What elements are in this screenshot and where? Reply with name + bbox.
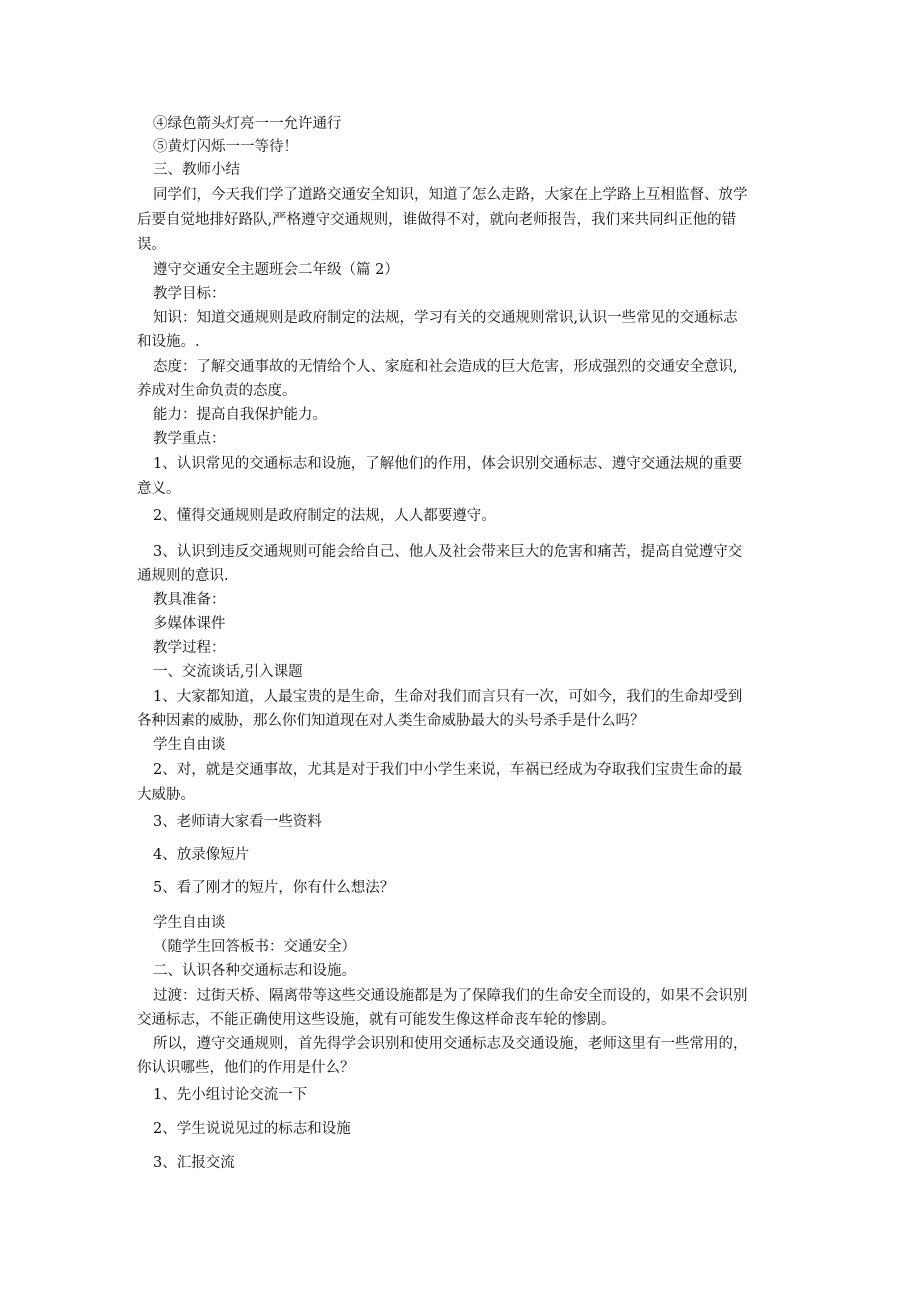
text-line: 大威胁。 xyxy=(137,787,195,803)
text-line: 误。 xyxy=(137,237,166,253)
list-item: 4、放录像短片 xyxy=(153,847,250,863)
list-item: 1、认识常见的交通标志和设施，了解他们的作用，体会识别交通标志、遵守交通法规的重要 xyxy=(153,456,743,472)
text-line: 教学过程： xyxy=(153,640,226,656)
list-item: 3、汇报交流 xyxy=(153,1155,235,1171)
list-item: 2、学生说说见过的标志和设施 xyxy=(153,1121,351,1137)
text-line: 各种因素的威胁，那么你们知道现在对人类生命威胁最大的头号杀手是什么吗？ xyxy=(137,713,645,729)
text-line: 交通标志，不能正确使用这些设施，就有可能发生像这样命丧车轮的惨剧。 xyxy=(137,1012,616,1028)
text-line: 教具准备： xyxy=(153,592,226,608)
list-item: 3、认识到违反交通规则可能会给自己、他人及社会带来巨大的危害和痛苦，提高自觉遵守交 xyxy=(153,544,743,560)
text-line: ⑤黄灯闪烁一一等待！ xyxy=(153,139,298,155)
list-item: 2、对，就是交通事故，尤其是对于我们中小学生来说，车祸已经成为夺取我们宝贵生命的最 xyxy=(153,762,743,778)
text-line: 同学们，今天我们学了道路交通安全知识，知道了怎么走路，大家在上学路上互相监督、放学 xyxy=(153,187,748,203)
text-line: 养成对生命负责的态度。 xyxy=(137,383,297,399)
list-item: 2、懂得交通规则是政府制定的法规，人人都要遵守。 xyxy=(153,508,496,524)
section-heading: 三、教师小结 xyxy=(153,162,240,178)
text-line: 你认识哪些，他们的作用是什么？ xyxy=(137,1060,355,1076)
text-line: 所以，遵守交通规则，首先得学会识别和使用交通标志及交通设施，老师这里有一些常用的， xyxy=(153,1036,748,1052)
text-line: 教学目标： xyxy=(153,286,226,302)
text-line: 意义。 xyxy=(137,481,181,497)
text-line: 态度：了解交通事故的无情给个人、家庭和社会造成的巨大危害，形成强烈的交通安全意识, xyxy=(153,359,738,375)
text-line: ④绿色箭头灯亮一一允许通行 xyxy=(153,116,342,132)
text-line: 学生自由谈 xyxy=(153,737,226,753)
text-line: 知识：知道交通规则是政府制定的法规，学习有关的交通规则常识,认识一些常见的交通标志 xyxy=(153,310,738,326)
list-item: 1、大家都知道，人最宝贵的是生命，生命对我们而言只有一次，可如今，我们的生命却受到 xyxy=(153,689,743,705)
section-heading: 一、交流谈话,引入课题 xyxy=(153,664,303,680)
list-item: 1、先小组讨论交流一下 xyxy=(153,1087,308,1103)
text-line: 教学重点： xyxy=(153,431,226,447)
text-line: 能力：提高自我保护能力。 xyxy=(153,407,327,423)
text-line: 过渡：过街天桥、隔离带等这些交通设施都是为了保障我们的生命安全而设的，如果不会识别 xyxy=(153,988,748,1004)
text-line: 通规则的意识. xyxy=(137,568,229,584)
text-line: 多媒体课件 xyxy=(153,616,226,632)
text-line: 和设施。. xyxy=(137,334,200,350)
text-line: 学生自由谈 xyxy=(153,915,226,931)
article-title: 遵守交通安全主题班会二年级（篇 2） xyxy=(153,262,399,278)
text-line: （随学生回答板书：交通安全） xyxy=(153,939,356,955)
list-item: 5、看了刚才的短片，你有什么想法？ xyxy=(153,880,395,896)
section-heading: 二、认识各种交通标志和设施。 xyxy=(153,963,356,979)
list-item: 3、老师请大家看一些资料 xyxy=(153,814,322,830)
text-line: 后要自觉地排好路队,严格遵守交通规则，谁做得不对，就向老师报告，我们来共同纠正他的错 xyxy=(137,212,737,228)
